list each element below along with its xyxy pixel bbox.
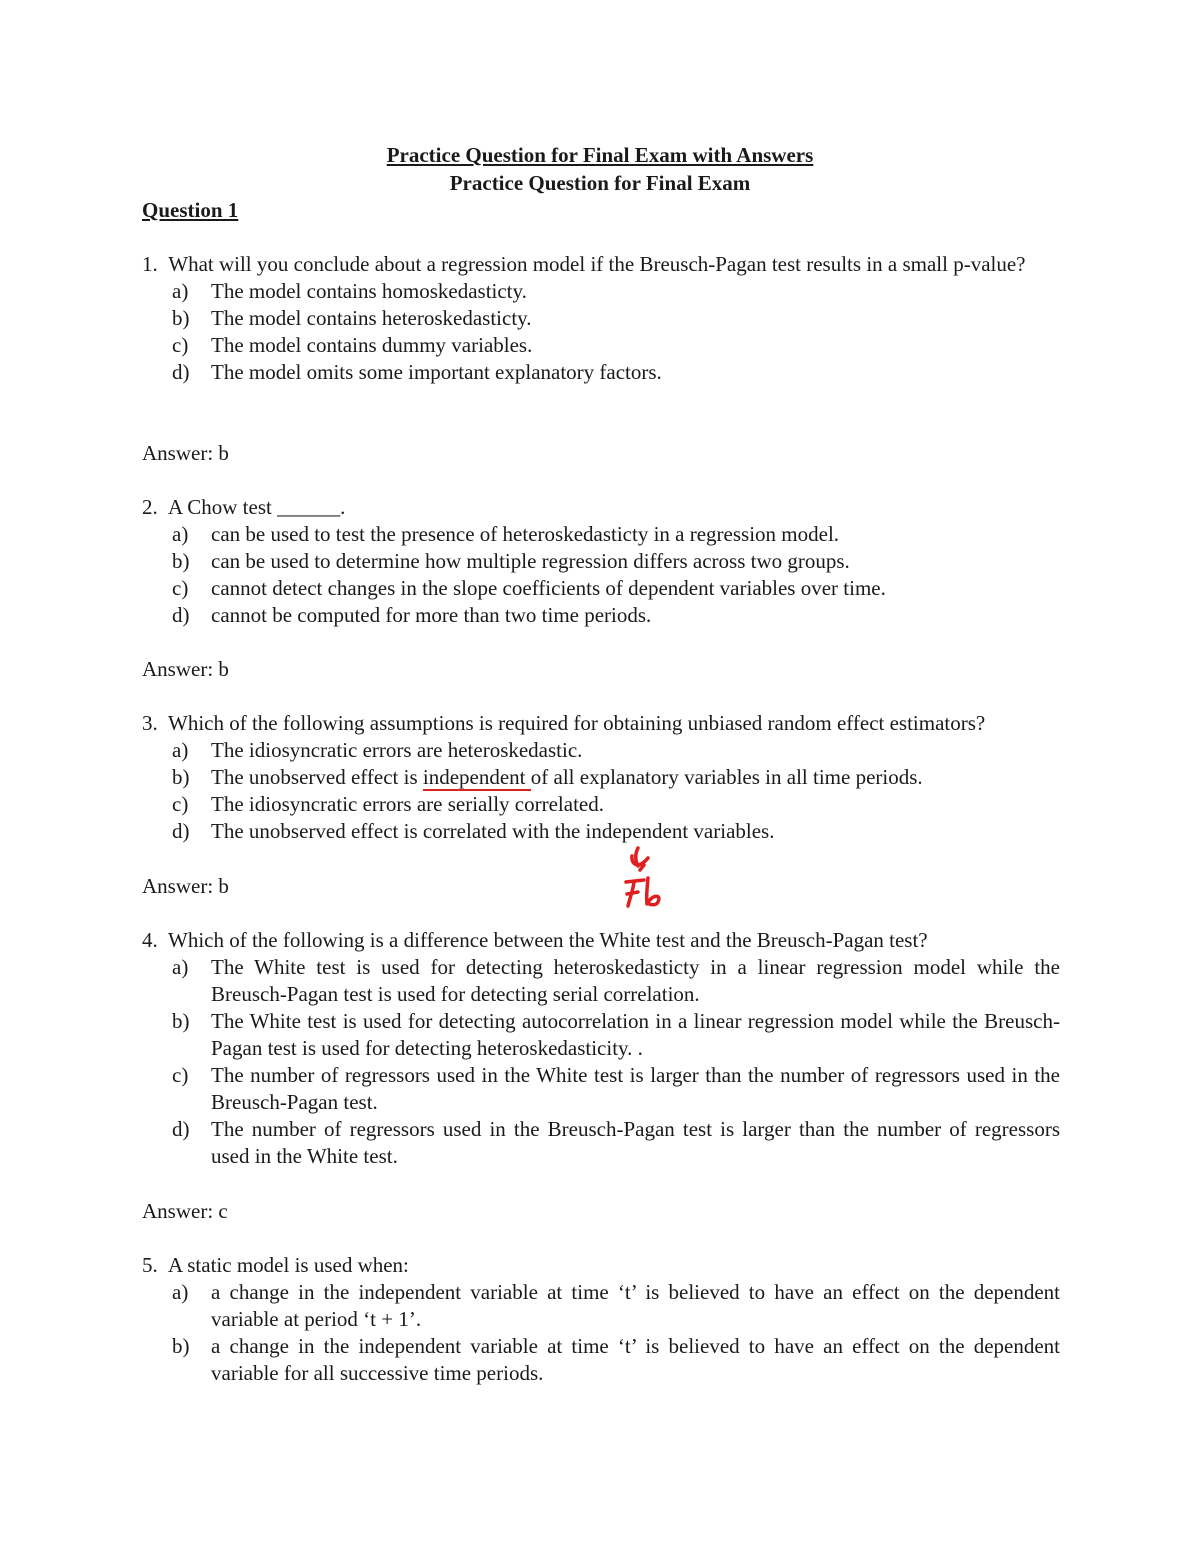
option-a — [172, 737, 1082, 764]
question-4 — [142, 927, 1060, 1170]
document-subtitle: Practice Question for Final Exam — [449, 171, 751, 195]
question-2 — [142, 494, 1060, 629]
option-text: a change in the independent variable at time ‘t’ is believed to have an effect on the dependent variable at period ‘t + 1’. — [211, 1280, 1060, 1331]
handwritten-letter-b — [647, 878, 659, 905]
option-list — [142, 278, 1060, 386]
question-3 — [142, 710, 1082, 845]
option-c — [172, 1062, 1060, 1116]
question-stem — [142, 251, 1060, 278]
option-text: The model contains dummy variables. — [211, 333, 533, 357]
option-d — [172, 818, 1082, 845]
option-a — [172, 1279, 1060, 1333]
option-text-end: of all explanatory variables in all time periods. — [530, 765, 923, 789]
title-block — [0, 142, 1200, 198]
question-number: 3. — [142, 711, 158, 735]
answer-3: Answer: b — [142, 874, 229, 898]
option-text: a change in the independent variable at time ‘t’ is believed to have an effect on the dependent variable for all successive time periods. — [211, 1334, 1060, 1385]
option-letter: d) — [172, 819, 190, 843]
option-text: The White test is used for detecting autocorrelation in a linear regression model while the Breusch-Pagan test is used for detecting heteroskedasticity. . — [211, 1009, 1060, 1060]
option-d — [172, 359, 1060, 386]
option-b — [172, 764, 1082, 791]
option-text: cannot detect changes in the slope coefficients of dependent variables over time. — [211, 576, 886, 600]
option-letter: b) — [172, 1334, 190, 1358]
option-letter: c) — [172, 333, 189, 357]
option-b — [172, 1333, 1060, 1387]
option-a — [172, 278, 1060, 305]
question-stem — [142, 1252, 1060, 1279]
option-letter: d) — [172, 1117, 190, 1141]
option-d — [172, 602, 1060, 629]
option-a — [172, 954, 1060, 1008]
option-text-start: The unobserved effect is — [211, 765, 423, 789]
option-text: cannot be computed for more than two time periods. — [211, 603, 652, 627]
question-stem — [142, 927, 1060, 954]
option-b — [172, 1008, 1060, 1062]
option-list — [142, 1279, 1060, 1387]
option-letter: b) — [172, 765, 190, 789]
option-text: can be used to test the presence of heteroskedasticty in a regression model. — [211, 522, 840, 546]
option-letter: a) — [172, 522, 189, 546]
option-text: The model contains homoskedasticty. — [211, 279, 527, 303]
question-5 — [142, 1252, 1060, 1387]
option-text: The idiosyncratic errors are heteroskedastic. — [211, 738, 583, 762]
arrow-icon — [632, 848, 648, 870]
question-number: 1. — [142, 252, 158, 276]
option-letter: c) — [172, 792, 189, 816]
option-text: The model omits some important explanatory factors. — [211, 360, 662, 384]
option-list — [142, 521, 1060, 629]
option-letter: c) — [172, 576, 189, 600]
document-title: Practice Question for Final Exam with Answers — [386, 143, 814, 167]
question-text: A static model is used when: — [168, 1253, 409, 1277]
section-heading: Question 1 — [142, 198, 239, 222]
option-text: The White test is used for detecting heteroskedasticty in a linear regression model while the Breusch-Pagan test is used for detecting serial correlation. — [211, 955, 1060, 1006]
answer-4: Answer: c — [142, 1199, 228, 1223]
option-letter: a) — [172, 279, 189, 303]
option-a — [172, 521, 1060, 548]
option-letter: a) — [172, 1280, 189, 1304]
question-text: What will you conclude about a regression model if the Breusch-Pagan test results in a small p-value? — [168, 252, 1026, 276]
option-d — [172, 1116, 1060, 1170]
red-underline-mark: independent — [422, 765, 531, 789]
option-list — [142, 954, 1060, 1170]
question-text: A Chow test ______. — [168, 495, 346, 519]
pen-stroke-group — [626, 848, 659, 906]
option-letter: b) — [172, 306, 190, 330]
option-text: The model contains heteroskedasticty. — [211, 306, 532, 330]
option-letter: a) — [172, 738, 189, 762]
option-text — [211, 764, 1082, 791]
option-text: The idiosyncratic errors are serially correlated. — [211, 792, 604, 816]
option-letter: b) — [172, 549, 190, 573]
question-number: 5. — [142, 1253, 158, 1277]
question-1 — [142, 251, 1060, 386]
handwritten-letter-f — [626, 880, 644, 906]
question-stem — [142, 494, 1060, 521]
question-number: 2. — [142, 495, 158, 519]
option-list — [142, 737, 1082, 845]
option-text: The number of regressors used in the Breusch-Pagan test is larger than the number of regressors used in the White test. — [211, 1117, 1060, 1168]
option-text: can be used to determine how multiple regression differs across two groups. — [211, 549, 850, 573]
option-letter: a) — [172, 955, 189, 979]
handwritten-annotation — [618, 842, 672, 912]
option-text: The number of regressors used in the White test is larger than the number of regressors used in the Breusch-Pagan test. — [211, 1063, 1060, 1114]
option-letter: d) — [172, 603, 190, 627]
answer-2: Answer: b — [142, 657, 229, 681]
option-letter: d) — [172, 360, 190, 384]
question-text: Which of the following assumptions is required for obtaining unbiased random effect estimators? — [168, 711, 986, 735]
option-text: The unobserved effect is correlated with the independent variables. — [211, 819, 775, 843]
option-b — [172, 305, 1060, 332]
question-number: 4. — [142, 928, 158, 952]
question-stem — [142, 710, 1082, 737]
option-c — [172, 332, 1060, 359]
question-text: Which of the following is a difference between the White test and the Breusch-Pagan test? — [168, 928, 928, 952]
option-b — [172, 548, 1060, 575]
answer-1: Answer: b — [142, 441, 229, 465]
option-letter: c) — [172, 1063, 189, 1087]
option-letter: b) — [172, 1009, 190, 1033]
option-c — [172, 791, 1082, 818]
option-c — [172, 575, 1060, 602]
